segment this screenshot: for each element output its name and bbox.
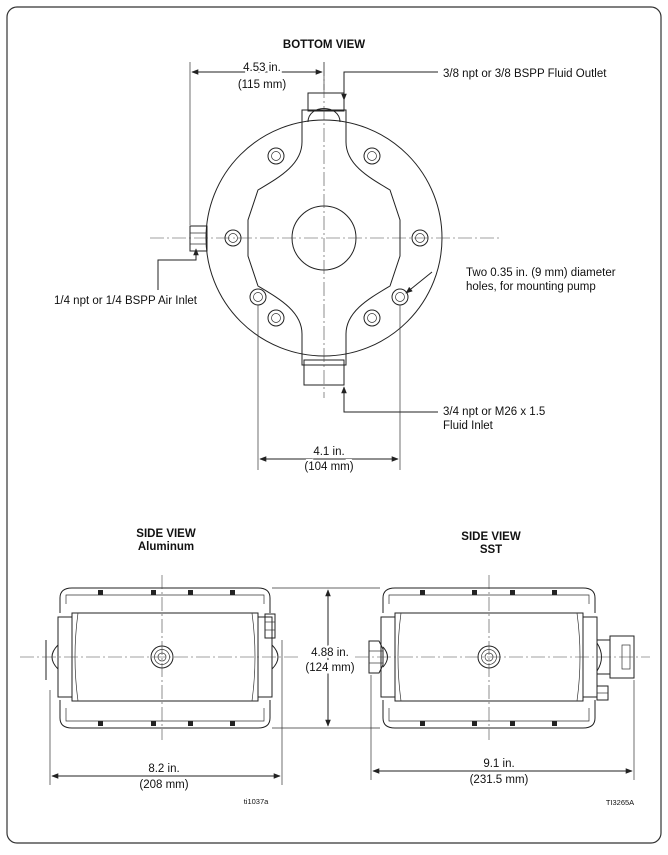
bottom-view	[54, 39, 616, 473]
dim-208-mm: (208 mm)	[139, 779, 189, 791]
sst-title-line1: SIDE VIEW	[461, 531, 521, 543]
air-inlet-leader	[158, 249, 196, 290]
dim-8-2-in: 8.2 in.	[148, 763, 180, 775]
side-view-sst	[355, 531, 650, 807]
aluminum-cover-bolts	[98, 590, 235, 726]
bolt-bottom-left	[268, 310, 284, 326]
dim-231-5-mm: (231.5 mm)	[469, 774, 529, 786]
dim-4-53-in: 4.53 in.	[243, 61, 281, 74]
aluminum-figure-ref: ti1037a	[243, 797, 269, 806]
fluid-inlet-leader	[344, 387, 438, 412]
side-view-aluminum	[20, 528, 380, 806]
fluid-inlet-line1: 3/4 npt or M26 x 1.5	[443, 406, 546, 418]
bottom-view-title: BOTTOM VIEW	[282, 39, 366, 51]
aluminum-title-line1: SIDE VIEW	[136, 528, 196, 540]
mounting-holes-line1: Two 0.35 in. (9 mm) diameter	[466, 267, 616, 279]
aluminum-air-fitting	[265, 614, 275, 638]
fluid-outlet-label: 3/8 npt or 3/8 BSPP Fluid Outlet	[443, 68, 607, 80]
dim-4-88-in: 4.88 in.	[311, 647, 349, 659]
sst-cover-bolts	[420, 590, 557, 726]
bolt-bottom-right	[364, 310, 380, 326]
dim-124-mm: (124 mm)	[305, 662, 355, 674]
sst-figure-ref: TI3265A	[605, 798, 635, 807]
dim-115-mm: (115 mm)	[237, 79, 287, 91]
aluminum-title-line2: Aluminum	[137, 541, 195, 553]
aluminum-bottom-cover	[60, 700, 270, 728]
mounting-holes-leader	[406, 272, 432, 293]
dim-104-mm: (104 mm)	[304, 461, 354, 473]
dim-4-1-in: 4.1 in.	[313, 446, 345, 458]
fluid-inlet-line2: Fluid Inlet	[443, 420, 493, 432]
mounting-holes-line2: holes, for mounting pump	[466, 281, 596, 293]
dim-9-1-in: 9.1 in.	[483, 758, 515, 770]
air-inlet-fitting	[190, 226, 207, 251]
flange-bolts	[225, 148, 428, 326]
sst-title-line2: SST	[479, 544, 503, 556]
mounting-hole-left	[250, 289, 266, 305]
bolt-top-left	[268, 148, 284, 164]
air-inlet-label: 1/4 npt or 1/4 BSPP Air Inlet	[54, 295, 197, 307]
mounting-hole-right	[392, 289, 408, 305]
fluid-outlet-leader	[344, 72, 438, 100]
bolt-top-right	[364, 148, 380, 164]
aluminum-top-cover	[60, 588, 270, 613]
page-border	[7, 7, 661, 843]
